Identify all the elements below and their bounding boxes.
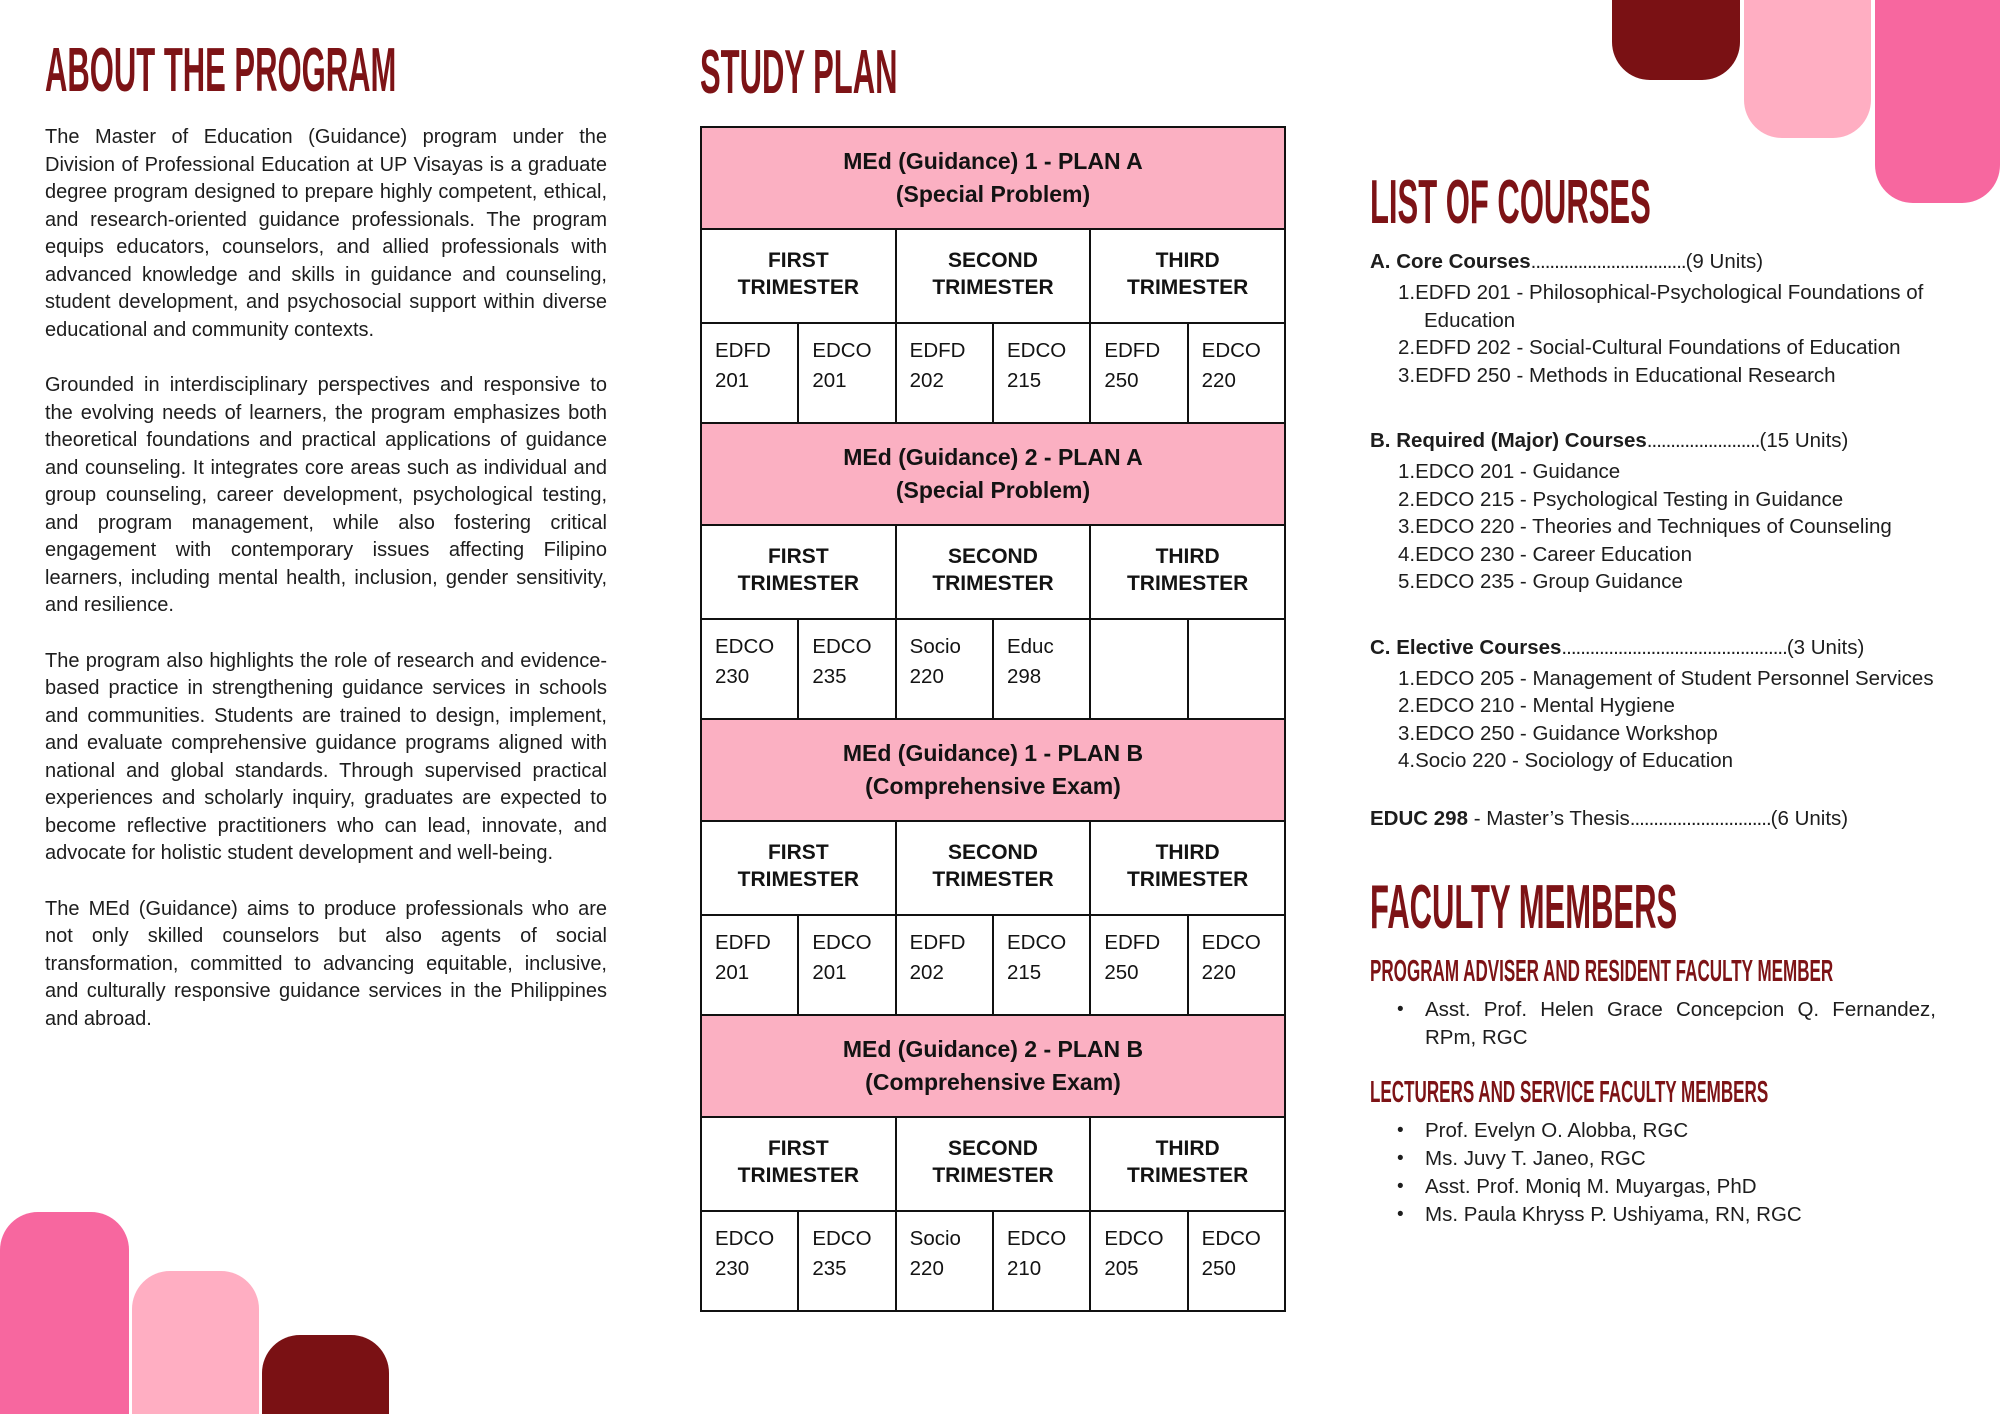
dotted-leader: ........................	[1646, 429, 1760, 452]
units-label: (15 Units)	[1759, 429, 1849, 452]
trimester-header-cell	[896, 821, 1091, 915]
thesis-line	[1370, 805, 1936, 833]
course-cell: EDCO 235	[798, 1211, 895, 1311]
trimester-header-row	[701, 1117, 1285, 1211]
course-cell: EDCO 230	[701, 1211, 798, 1311]
trimester-label: THIRD TRIMESTER	[1126, 545, 1249, 595]
core-courses-list	[1370, 279, 1936, 389]
course-item: EDCO 235 - Group Guidance	[1415, 570, 1683, 593]
course-item: EDCO 250 - Guidance Workshop	[1415, 721, 1718, 745]
thesis-code: EDUC 298	[1370, 806, 1468, 830]
required-courses-list	[1370, 458, 1936, 596]
about-paragraph-3: The program also highlights the role of research and evidence-based practice in strengthening guidance services in schools and communities. Students are trained to design, implement, and evaluate comprehensive guidance programs aligned with national and global standards. Through supervised practical experiences and scholarly inquiry, graduates are expected to become reflective practitioners who can lead, innovate, and advocate for holistic student development and well-being.	[45, 649, 607, 864]
trimester-label: THIRD TRIMESTER	[1126, 841, 1249, 891]
study-plan-table	[700, 126, 1286, 1312]
course-item: EDCO 215 - Psychological Testing in Guidance	[1415, 487, 1844, 511]
course-cell: EDCO 220	[1188, 915, 1285, 1015]
trimester-label: SECOND TRIMESTER	[932, 249, 1054, 299]
faculty-member-item: • Prof. Evelyn O. Alobba, RGC	[1425, 1117, 1936, 1145]
course-cell: EDCO 235	[798, 619, 895, 719]
course-item: EDFD 202 - Social-Cultural Foundations of Education	[1415, 336, 1901, 359]
decorative-bar-maroon-top	[1612, 0, 1740, 80]
trimester-header-row	[701, 821, 1285, 915]
core-courses-heading	[1370, 248, 1936, 276]
plan-header-row	[701, 719, 1285, 821]
dotted-leader: .................................	[1530, 250, 1686, 273]
trimester-label: THIRD TRIMESTER	[1126, 1137, 1249, 1187]
section-label: C. Elective Courses	[1370, 635, 1562, 659]
lecturers-heading: LECTURERS AND SERVICE FACULTY MEMBERS	[1370, 1073, 1769, 1109]
plan-title-line1: MEd (Guidance) 2 - PLAN A	[843, 444, 1143, 470]
decorative-bar-maroon-bottom	[262, 1335, 389, 1414]
about-title: ABOUT THE PROGRAM	[45, 36, 397, 105]
plan-title-line1: MEd (Guidance) 1 - PLAN B	[842, 740, 1144, 766]
plan-title-line2: (Comprehensive Exam)	[865, 773, 1121, 799]
trimester-header-cell	[1090, 525, 1285, 619]
course-item: EDCO 220 - Theories and Techniques of Counseling	[1415, 515, 1892, 538]
trimester-header-row	[701, 229, 1285, 323]
trimester-label: FIRST TRIMESTER	[737, 1137, 859, 1187]
faculty-title-wrap	[1370, 872, 1936, 942]
trimester-header-cell	[701, 821, 896, 915]
plan-title-cell	[701, 127, 1285, 229]
decorative-bar-lightpink-top	[1744, 0, 1871, 138]
about-section	[45, 36, 607, 1061]
plan-title-line2: (Special Problem)	[895, 181, 1091, 207]
course-item: EDFD 201 - Philosophical-Psychological Foundations of Education	[1415, 281, 1924, 332]
faculty-members-title: FACULTY MEMBERS	[1370, 872, 1678, 942]
course-cell: EDCO 201	[798, 323, 895, 423]
course-cell: EDCO 201	[798, 915, 895, 1015]
course-item: EDCO 201 - Guidance	[1415, 460, 1621, 483]
about-paragraph-1: The Master of Education (Guidance) program under the Division of Professional Education at UP Visayas is a graduate degree program designed to prepare highly competent, ethical, and research-oriented guidance professionals. The program equips educators, counselors, and allied professionals with advanced knowledge and skills in guidance and counseling, student development, and psychosocial support within diverse educational and community contexts.	[45, 126, 607, 341]
course-cell: Socio 220	[896, 1211, 993, 1311]
trimester-header-cell	[896, 1117, 1091, 1211]
course-cell	[1090, 619, 1187, 719]
plan-title-cell	[701, 719, 1285, 821]
adviser-list	[1370, 996, 1936, 1052]
dotted-leader: ................................................	[1561, 635, 1787, 659]
decorative-bar-hotpink-bottom	[0, 1212, 129, 1414]
trimester-label: FIRST TRIMESTER	[737, 249, 859, 299]
trimester-header-cell	[701, 1117, 896, 1211]
faculty-member-item: • Asst. Prof. Moniq M. Muyargas, PhD	[1425, 1173, 1936, 1201]
required-courses-group	[1370, 427, 1936, 596]
plan-title-cell	[701, 423, 1285, 525]
section-label: B. Required (Major) Courses	[1370, 429, 1647, 452]
faculty-member-item: • Ms. Paula Khryss P. Ushiyama, RN, RGC	[1425, 1201, 1936, 1229]
course-row	[701, 323, 1285, 423]
course-cell: Socio 220	[896, 619, 993, 719]
course-cell: EDCO 215	[993, 323, 1090, 423]
dotted-leader: ..............................	[1629, 806, 1771, 830]
trimester-label: SECOND TRIMESTER	[932, 545, 1054, 595]
list-of-courses-title: LIST OF COURSES	[1370, 168, 1651, 237]
units-label: (6 Units)	[1770, 806, 1849, 830]
course-item: EDFD 250 - Methods in Educational Research	[1415, 363, 1836, 387]
course-cell: EDCO 230	[701, 619, 798, 719]
course-row	[701, 1211, 1285, 1311]
study-plan-title: STUDY PLAN	[700, 38, 898, 107]
course-cell: EDFD 250	[1090, 323, 1187, 423]
course-row	[701, 619, 1285, 719]
course-item: Socio 220 - Sociology of Education	[1415, 749, 1734, 772]
about-body	[45, 124, 607, 1033]
section-label: A. Core Courses	[1370, 250, 1531, 273]
about-paragraph-2: Grounded in interdisciplinary perspectives and responsive to the evolving needs of learners, the program emphasizes both theoretical foundations and practical applications of guidance and counseling. It integrates core areas such as individual and group counseling, career development, psychological testing, and program management, while also fostering critical engagement with contemporary issues affecting Filipino learners, including mental health, inclusion, gender sensitivity, and resilience.	[45, 374, 607, 616]
faculty-member-item: • Ms. Juvy T. Janeo, RGC	[1425, 1145, 1936, 1173]
units-label: (3 Units)	[1786, 635, 1865, 659]
course-cell: Educ 298	[993, 619, 1090, 719]
course-cell: EDFD 250	[1090, 915, 1187, 1015]
lecturers-list	[1370, 1117, 1936, 1229]
course-item: EDCO 230 - Career Education	[1415, 542, 1692, 566]
plan-title-cell	[701, 1015, 1285, 1117]
trimester-header-cell	[1090, 1117, 1285, 1211]
study-plan-section	[700, 38, 1286, 1312]
course-cell: EDCO 210	[993, 1211, 1090, 1311]
course-cell: EDFD 201	[701, 915, 798, 1015]
course-cell: EDFD 202	[896, 915, 993, 1015]
faculty-member-item: • Asst. Prof. Helen Grace Concepcion Q. Fernandez, RPm, RGC	[1425, 996, 1936, 1052]
decorative-bar-lightpink-bottom	[132, 1271, 259, 1414]
adviser-heading-wrap	[1370, 952, 1936, 988]
elective-courses-heading	[1370, 634, 1936, 662]
trimester-header-cell	[896, 525, 1091, 619]
trimester-header-cell	[1090, 821, 1285, 915]
course-cell: EDCO 215	[993, 915, 1090, 1015]
units-label: (9 Units)	[1685, 250, 1764, 273]
plan-title-line2: (Comprehensive Exam)	[865, 1069, 1121, 1095]
course-cell: EDCO 250	[1188, 1211, 1285, 1311]
course-item: EDCO 205 - Management of Student Personnel Services	[1415, 666, 1934, 690]
course-cell: EDFD 202	[896, 323, 993, 423]
trimester-header-row	[701, 525, 1285, 619]
course-cell: EDCO 205	[1090, 1211, 1187, 1311]
lecturers-heading-wrap	[1370, 1073, 1936, 1109]
trimester-header-cell	[896, 229, 1091, 323]
plan-header-row	[701, 127, 1285, 229]
plan-title-line1: MEd (Guidance) 1 - PLAN A	[843, 148, 1143, 174]
course-cell	[1188, 619, 1285, 719]
course-row	[701, 915, 1285, 1015]
plan-title-line1: MEd (Guidance) 2 - PLAN B	[842, 1036, 1144, 1062]
thesis-text: - Master’s Thesis	[1468, 806, 1630, 830]
required-courses-heading	[1370, 427, 1936, 455]
elective-courses-list	[1370, 665, 1936, 775]
trimester-label: SECOND TRIMESTER	[932, 841, 1054, 891]
course-item: EDCO 210 - Mental Hygiene	[1415, 694, 1675, 717]
trimester-header-cell	[701, 525, 896, 619]
trimester-label: THIRD TRIMESTER	[1126, 249, 1249, 299]
courses-faculty-section	[1370, 168, 1936, 1235]
about-paragraph-4: The MEd (Guidance) aims to produce professionals who are not only skilled counselors but also agents of social transformation, committed to advancing equitable, inclusive, and culturally responsive guidance services in the Philippines and abroad.	[45, 897, 607, 1030]
course-cell: EDFD 201	[701, 323, 798, 423]
trimester-header-cell	[701, 229, 896, 323]
core-courses-group	[1370, 248, 1936, 389]
trimester-label: SECOND TRIMESTER	[932, 1137, 1054, 1187]
plan-header-row	[701, 423, 1285, 525]
elective-courses-group	[1370, 634, 1936, 775]
course-cell: EDCO 220	[1188, 323, 1285, 423]
plan-title-line2: (Special Problem)	[895, 477, 1091, 503]
trimester-header-cell	[1090, 229, 1285, 323]
trimester-label: FIRST TRIMESTER	[737, 841, 859, 891]
program-adviser-heading: PROGRAM ADVISER AND RESIDENT FACULTY MEMBER	[1370, 952, 1834, 988]
trimester-label: FIRST TRIMESTER	[737, 545, 859, 595]
plan-header-row	[701, 1015, 1285, 1117]
